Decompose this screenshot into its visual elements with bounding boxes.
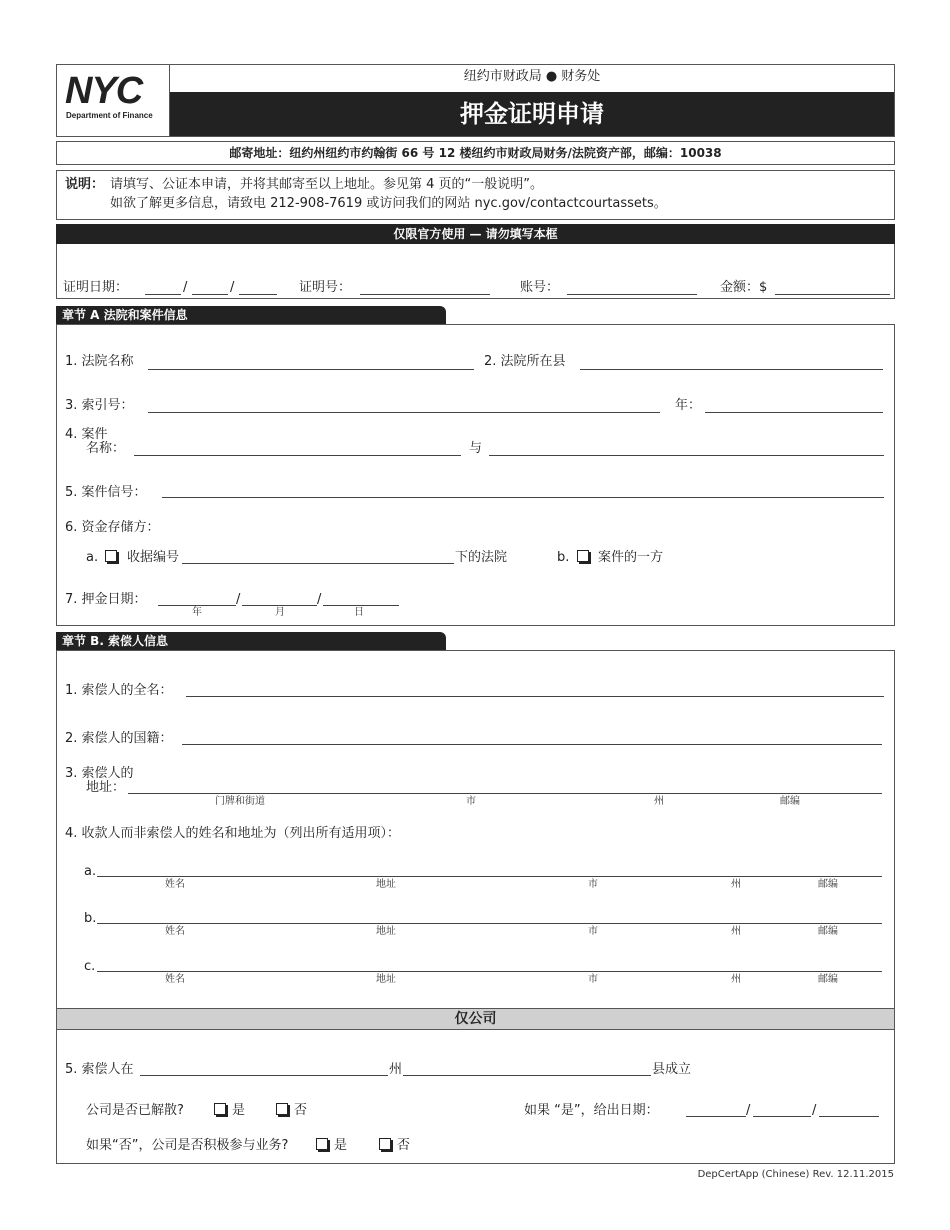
- case-docket-label: 5. 案件信号：: [65, 485, 147, 500]
- section-b-box: [56, 650, 895, 1164]
- logo-text: NYC: [65, 70, 143, 112]
- amount-label: 金额：$: [720, 280, 768, 295]
- cert-no-field[interactable]: [360, 294, 490, 295]
- payee-a-field[interactable]: [97, 876, 882, 877]
- section-b-title: 章节 B. 索偿人信息: [56, 632, 446, 650]
- payee-col-state: 州: [731, 974, 741, 985]
- option-a-suffix: 下的法院: [455, 550, 508, 565]
- court-county-field[interactable]: [580, 369, 883, 370]
- dissolved-yes-checkbox[interactable]: [214, 1103, 226, 1115]
- form-title: 押金证明申请: [170, 92, 894, 136]
- court-name-label: 1. 法院名称: [65, 354, 134, 369]
- amount-field[interactable]: [775, 294, 890, 295]
- official-banner: 仅限官方使用 — 请勿填写本框: [56, 224, 895, 244]
- receipt-no-field[interactable]: [182, 563, 454, 564]
- address-label-1: 3. 索偿人的: [65, 766, 134, 781]
- section-a-title: 章节 A 法院和案件信息: [56, 306, 446, 324]
- court-name-field[interactable]: [148, 369, 474, 370]
- cert-date-year[interactable]: [239, 294, 277, 295]
- payee-col-address: 地址: [376, 974, 396, 985]
- deposit-date-month[interactable]: [242, 605, 317, 606]
- payee-col-state: 州: [731, 926, 741, 937]
- payees-label: 4. 收款人而非索偿人的姓名和地址为（列出所有适用项）：: [65, 826, 401, 841]
- option-b-prefix: b.: [557, 550, 570, 565]
- dissolved-no-label: 否: [294, 1103, 308, 1118]
- versus-label: 与: [469, 441, 483, 456]
- payee-col-name: 姓名: [165, 926, 185, 937]
- payee-col-address: 地址: [376, 879, 396, 890]
- option-a-prefix: a.: [86, 550, 99, 565]
- deposit-year-caption: 年: [192, 607, 202, 618]
- incorporated-state-field[interactable]: [140, 1075, 388, 1076]
- payee-col-zip: 邮编: [818, 926, 838, 937]
- addr-city-caption: 市: [466, 796, 476, 807]
- payee-col-address: 地址: [376, 926, 396, 937]
- agency-name: 纽约市财政局 ● 财务处: [463, 69, 601, 84]
- case-label-1: 4. 案件: [65, 427, 108, 442]
- account-field[interactable]: [567, 294, 697, 295]
- active-no-label: 否: [397, 1138, 411, 1153]
- option-a-label: 收据编号: [127, 550, 180, 565]
- deposit-month-caption: 月: [275, 607, 285, 618]
- payee-col-state: 州: [731, 879, 741, 890]
- year-field[interactable]: [705, 412, 883, 413]
- mail-address: 邮寄地址：纽约州纽约市约翰街 66 号 12 楼纽约市财政局财务/法院资产部，邮编：10038: [229, 146, 722, 160]
- date-slash: /: [317, 592, 322, 607]
- active-yes-checkbox[interactable]: [316, 1138, 328, 1150]
- cert-date-day[interactable]: [192, 294, 228, 295]
- deposit-date-label: 7. 押金日期：: [65, 592, 147, 607]
- deposit-date-year[interactable]: [158, 605, 236, 606]
- index-no-label: 3. 索引号：: [65, 398, 134, 413]
- deposit-date-day[interactable]: [323, 605, 399, 606]
- nationality-label: 2. 索偿人的国籍：: [65, 731, 173, 746]
- payee-b-field[interactable]: [97, 923, 882, 924]
- payee-c-prefix: c.: [84, 959, 96, 974]
- payee-col-name: 姓名: [165, 879, 185, 890]
- nyc-logo: [57, 65, 170, 136]
- index-no-field[interactable]: [148, 412, 660, 413]
- case-docket-field[interactable]: [162, 497, 884, 498]
- option-b-checkbox[interactable]: [577, 550, 589, 562]
- instructions-line2: 如欲了解更多信息，请致电 212-908-7619 或访问我们的网站 nyc.gov/contactcourtassets。: [110, 196, 667, 211]
- active-no-checkbox[interactable]: [379, 1138, 391, 1150]
- dissolved-date-day[interactable]: [753, 1116, 811, 1117]
- account-label: 账号：: [520, 280, 560, 295]
- date-slash: /: [236, 592, 241, 607]
- dissolved-date-year[interactable]: [819, 1116, 879, 1117]
- case-party2-field[interactable]: [489, 455, 884, 456]
- incorporated-county-field[interactable]: [403, 1075, 651, 1076]
- logo-subtitle: Department of Finance: [66, 111, 153, 120]
- active-yes-label: 是: [334, 1138, 348, 1153]
- claimant-address-field[interactable]: [128, 793, 882, 794]
- active-question: 如果“否”，公司是否积极参与业务?: [86, 1138, 289, 1153]
- option-a-checkbox[interactable]: [105, 550, 117, 562]
- if-yes-date-label: 如果 “是”，给出日期：: [524, 1103, 659, 1118]
- date-slash: /: [746, 1103, 751, 1118]
- incorporated-prefix: 5. 索偿人在: [65, 1062, 134, 1077]
- date-slash: /: [183, 280, 188, 295]
- instructions-line1: 请填写、公证本申请，并将其邮寄至以上地址。参见第 4 页的“一般说明”。: [110, 177, 544, 192]
- addr-zip-caption: 邮编: [780, 796, 800, 807]
- form-revision: DepCertApp (Chinese) Rev. 12.11.2015: [697, 1169, 894, 1180]
- cert-date-label: 证明日期：: [63, 280, 129, 295]
- date-slash: /: [812, 1103, 817, 1118]
- payee-col-zip: 邮编: [818, 879, 838, 890]
- deposit-by-label: 6. 资金存储方：: [65, 520, 160, 535]
- payee-b-prefix: b.: [84, 911, 97, 926]
- case-label-2: 名称：: [86, 441, 126, 456]
- option-b-label: 案件的一方: [598, 550, 664, 565]
- payee-col-city: 市: [588, 879, 598, 890]
- address-label-2: 地址：: [86, 780, 126, 795]
- payee-col-name: 姓名: [165, 974, 185, 985]
- cert-no-label: 证明号：: [299, 280, 352, 295]
- case-party1-field[interactable]: [134, 455, 461, 456]
- dissolved-date-month[interactable]: [686, 1116, 746, 1117]
- deposit-day-caption: 日: [354, 607, 364, 618]
- court-county-label: 2. 法院所在县: [484, 354, 566, 369]
- date-slash: /: [230, 280, 235, 295]
- addr-street-caption: 门牌和街道: [215, 796, 265, 807]
- dissolved-yes-label: 是: [232, 1103, 246, 1118]
- full-name-field[interactable]: [186, 696, 884, 697]
- incorporated-county-label: 县成立: [652, 1062, 692, 1077]
- dissolved-question: 公司是否已解散?: [86, 1103, 184, 1118]
- payee-col-zip: 邮编: [818, 974, 838, 985]
- payee-col-city: 市: [588, 926, 598, 937]
- nationality-field[interactable]: [182, 744, 882, 745]
- payee-a-prefix: a.: [84, 864, 97, 879]
- cert-date-month[interactable]: [145, 294, 181, 295]
- addr-state-caption: 州: [654, 796, 664, 807]
- payee-c-field[interactable]: [97, 971, 882, 972]
- year-label: 年：: [675, 398, 702, 413]
- incorporated-state-label: 州: [389, 1062, 403, 1077]
- company-only-banner: 仅公司: [57, 1008, 894, 1030]
- instructions-label: 说明：: [65, 177, 105, 192]
- dissolved-no-checkbox[interactable]: [276, 1103, 288, 1115]
- full-name-label: 1. 索偿人的全名：: [65, 683, 173, 698]
- payee-col-city: 市: [588, 974, 598, 985]
